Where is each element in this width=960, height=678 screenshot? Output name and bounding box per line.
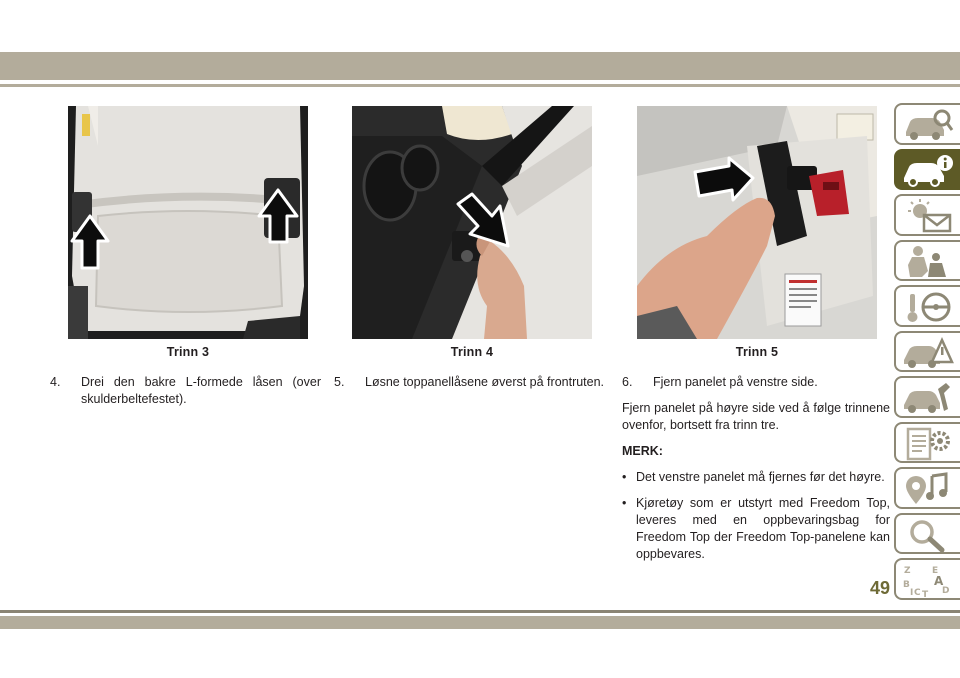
- note-bullet-1-text: Det venstre panelet må fjernes før det høyre.: [636, 470, 885, 484]
- tab-technical-specifications[interactable]: [894, 422, 960, 464]
- tab-warning-lights-messages[interactable]: [894, 194, 960, 236]
- car-info-icon: [902, 154, 954, 188]
- bullet-dot-icon: •: [622, 470, 627, 484]
- right-panel-paragraph: Fjern panelet på høyre side ved å følge trinnene ovenfor, bortsett fra trinn tre.: [622, 401, 890, 432]
- svg-text:D: D: [942, 586, 950, 596]
- tab-safety[interactable]: [894, 240, 960, 282]
- steering-wheel-key-icon: [902, 290, 954, 324]
- note-label: MERK:: [622, 444, 663, 458]
- step-4-number: 4.: [50, 375, 61, 389]
- step-5-instruction: Løsne toppanellåsene øverst på frontruten.: [365, 375, 605, 389]
- step-5-text: [334, 374, 605, 391]
- header-rule: [0, 84, 960, 87]
- caption-step-5: Trinn 5: [735, 345, 779, 359]
- tab-in-case-of-emergency[interactable]: [894, 331, 960, 373]
- tab-getting-to-know-vehicle[interactable]: [894, 103, 960, 145]
- step-6-instruction: Fjern panelet på venstre side.: [653, 375, 818, 389]
- tab-index[interactable]: [894, 558, 960, 600]
- photo-step-4-illustration: [352, 106, 592, 339]
- caption-step-3: Trinn 3: [166, 345, 210, 359]
- svg-text:T: T: [922, 590, 929, 597]
- note-bullet-2: [622, 495, 890, 563]
- search-magnifier-icon: [902, 518, 954, 552]
- multimedia-icon: [902, 472, 954, 506]
- svg-text:B: B: [903, 580, 910, 590]
- car-search-icon: [902, 108, 954, 142]
- chapter-tabs: [894, 103, 960, 604]
- car-hazard-icon: [902, 336, 954, 370]
- svg-text:E: E: [932, 566, 939, 576]
- note-bullet-1: [622, 469, 890, 486]
- bullet-dot-icon: •: [622, 496, 627, 510]
- tab-multimedia[interactable]: [894, 467, 960, 509]
- specifications-gear-icon: [902, 427, 954, 461]
- svg-text:I: I: [910, 588, 914, 597]
- column-step-4: [50, 374, 321, 408]
- column-step-5: [334, 374, 605, 391]
- index-letters-icon: [902, 563, 954, 597]
- photo-step-3-illustration: [68, 106, 308, 339]
- step-6-number: 6.: [622, 375, 633, 389]
- svg-text:C: C: [914, 588, 921, 597]
- svg-text:Z: Z: [904, 566, 911, 576]
- tab-customer-assistance[interactable]: [894, 513, 960, 555]
- tab-starting-operating[interactable]: [894, 285, 960, 327]
- svg-text:A: A: [934, 574, 944, 588]
- photo-step-5: [637, 106, 877, 339]
- warning-lights-message-icon: [902, 199, 954, 233]
- note-bullet-2-text: Kjøretøy som er utstyrt med Freedom Top, leveres med en oppbevaringsbag for Freedom Top der Freedom Top-panelene kan oppbevares.: [636, 496, 890, 561]
- header-band: [0, 52, 960, 80]
- footer-rule: [0, 610, 960, 613]
- photo-step-4: [352, 106, 592, 339]
- tab-servicing-maintenance[interactable]: [894, 376, 960, 418]
- footer-band: [0, 616, 960, 629]
- column-step-6: [622, 374, 890, 563]
- photo-step-5-illustration: [637, 106, 877, 339]
- airbag-child-seat-icon: [902, 245, 954, 279]
- step-5-number: 5.: [334, 375, 345, 389]
- photo-step-3: [68, 106, 308, 339]
- step-4-text: [50, 374, 321, 408]
- step-4-instruction: Drei den bakre L-formede låsen (over skulderbeltefestet).: [81, 375, 321, 406]
- caption-step-4: Trinn 4: [450, 345, 494, 359]
- tab-getting-to-know-instrument-panel[interactable]: [894, 149, 960, 191]
- step-6-text: [622, 374, 890, 391]
- car-service-icon: [902, 381, 954, 415]
- page-number: 49: [869, 578, 891, 598]
